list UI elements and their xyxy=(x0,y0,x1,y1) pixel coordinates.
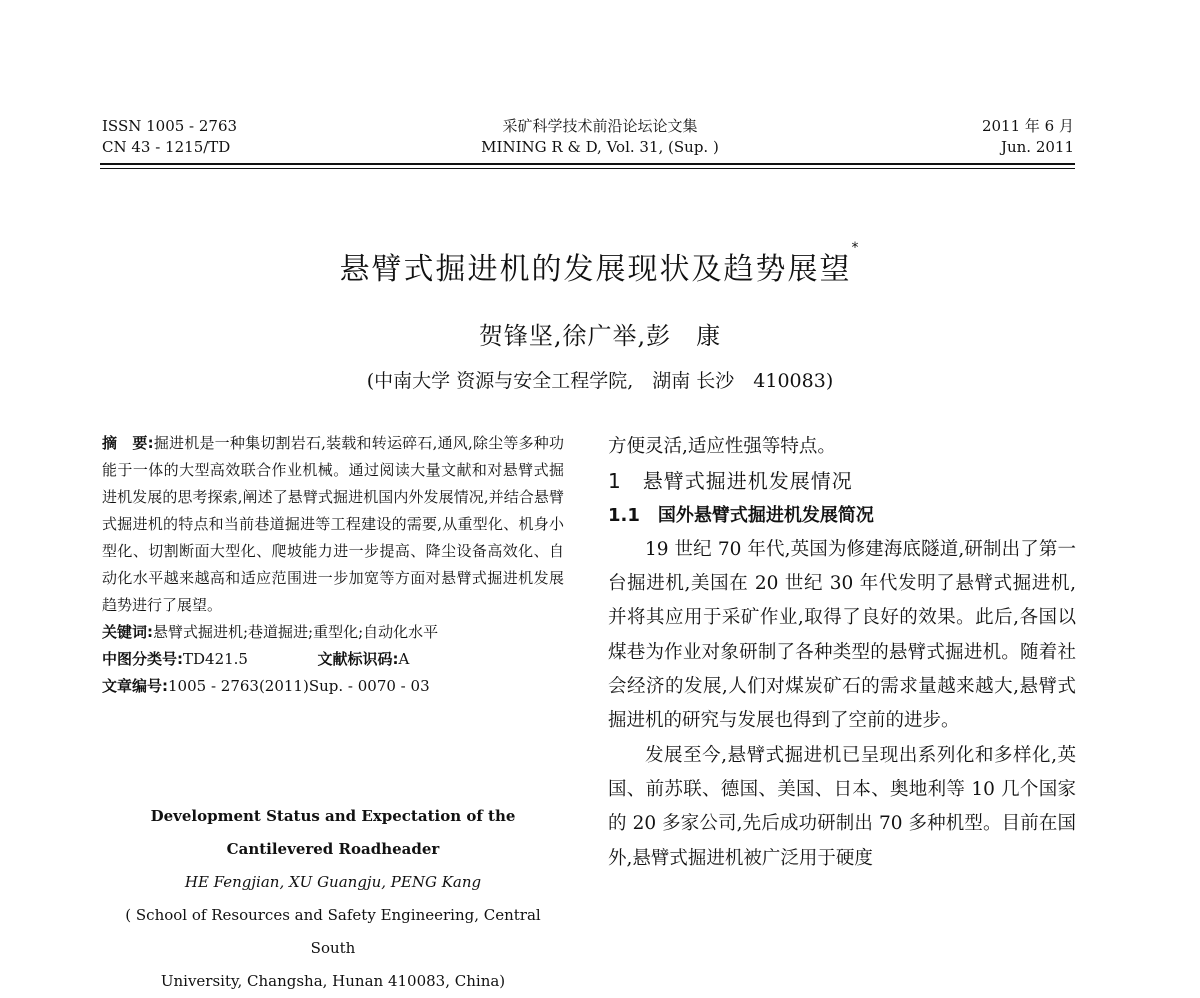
keywords-label: 关键词: xyxy=(102,623,153,641)
journal-name-cn: 采矿科学技术前沿论坛论文集 xyxy=(502,117,698,135)
article-affiliation: (中南大学 资源与安全工程学院, 湖南 长沙 410083) xyxy=(366,370,834,392)
keywords-text: 悬臂式掘进机;巷道掘进;重型化;自动化水平 xyxy=(153,623,439,641)
article-authors: 贺锋坚,徐广举,彭 康 xyxy=(478,322,722,350)
clc-label: 中图分类号: xyxy=(102,650,183,668)
body-column xyxy=(608,430,1076,876)
header-right xyxy=(930,116,1074,158)
header-rule-thick xyxy=(100,163,1075,165)
article-number-label: 文章编号: xyxy=(102,677,168,695)
article-title xyxy=(0,240,1200,288)
doc-code-value: A xyxy=(398,650,410,668)
issn-number: ISSN 1005 - 2763 xyxy=(102,117,238,135)
english-authors: HE Fengjian, XU Guangju, PENG Kang xyxy=(184,873,482,891)
body-paragraph-1: 19 世纪 70 年代,英国为修建海底隧道,研制出了第一台掘进机,美国在 20 世纪 30 年代发明了悬臂式掘进机,并将其应用于采矿作业,取得了良好的效果。此后,各国以煤巷为作业对象研制了各种类型的悬臂式掘进机。随着社会经济的发展,人们对煤炭矿石的需求量越来越大,悬臂式掘进机的研究与发展也得到了空前的进步。 xyxy=(608,538,1076,732)
article-number xyxy=(102,673,564,700)
header-rule-thin xyxy=(100,168,1075,169)
article-number-value: 1005 - 2763(2011)Sup. - 0070 - 03 xyxy=(168,677,430,695)
section-1-heading: 1 悬臂式掘进机发展情况 xyxy=(608,469,853,494)
classification-line xyxy=(102,646,564,673)
journal-name-en: MINING R & D, Vol. 31, (Sup. ) xyxy=(481,138,719,156)
clc-value: TD421.5 xyxy=(183,650,248,668)
cn-number: CN 43 - 1215/TD xyxy=(102,138,231,156)
intro-tail: 方便灵活,适应性强等特点。 xyxy=(608,436,836,457)
doc-code-label: 文献标识码: xyxy=(317,650,399,668)
abstract-column xyxy=(102,430,564,700)
abstract-label: 摘 要: xyxy=(102,434,154,452)
keywords xyxy=(102,619,564,646)
english-abstract-header xyxy=(102,800,564,998)
english-title-line2: Cantilevered Roadheader xyxy=(226,840,440,858)
title-footnote-mark: * xyxy=(851,240,861,256)
abstract-text: 掘进机是一种集切割岩石,装载和转运碎石,通风,除尘等多种功能于一体的大型高效联合作业机械。通过阅读大量文献和对悬臂式掘进机发展的思考探索,阐述了悬臂式掘进机国内外发展情况,并结合悬臂式掘进机的特点和当前巷道掘进等工程建设的需要,从重型化、机身小型化、切割断面大型化、爬坡能力进一步提高、降尘设备高效化、自动化水平越来越高和适应范围进一步加宽等方面对悬臂式掘进机发展趋势进行了展望。 xyxy=(102,434,565,614)
abstract xyxy=(102,430,564,619)
article-title-text: 悬臂式掘进机的发展现状及趋势展望 xyxy=(339,252,852,287)
section-1-1-heading: 1.1 国外悬臂式掘进机发展简况 xyxy=(608,504,874,526)
issue-date-cn: 2011 年 6 月 xyxy=(981,117,1074,135)
english-title-line1: Development Status and Expectation of the xyxy=(150,807,516,825)
body-paragraph-2: 发展至今,悬臂式掘进机已呈现出系列化和多样化,英国、前苏联、德国、美国、日本、奥地利等 10 几个国家的 20 多家公司,先后成功研制出 70 多种机型。目前在国外,悬臂式掘进机被广泛用于硬度 xyxy=(608,744,1076,869)
english-affiliation-line1: ( School of Resources and Safety Engineering, Central South xyxy=(125,906,541,957)
english-affiliation-line2: University, Changsha, Hunan 410083, China) xyxy=(160,972,506,990)
issue-date-en: Jun. 2011 xyxy=(1000,138,1074,156)
header-left xyxy=(102,116,237,158)
header-center xyxy=(420,116,780,158)
